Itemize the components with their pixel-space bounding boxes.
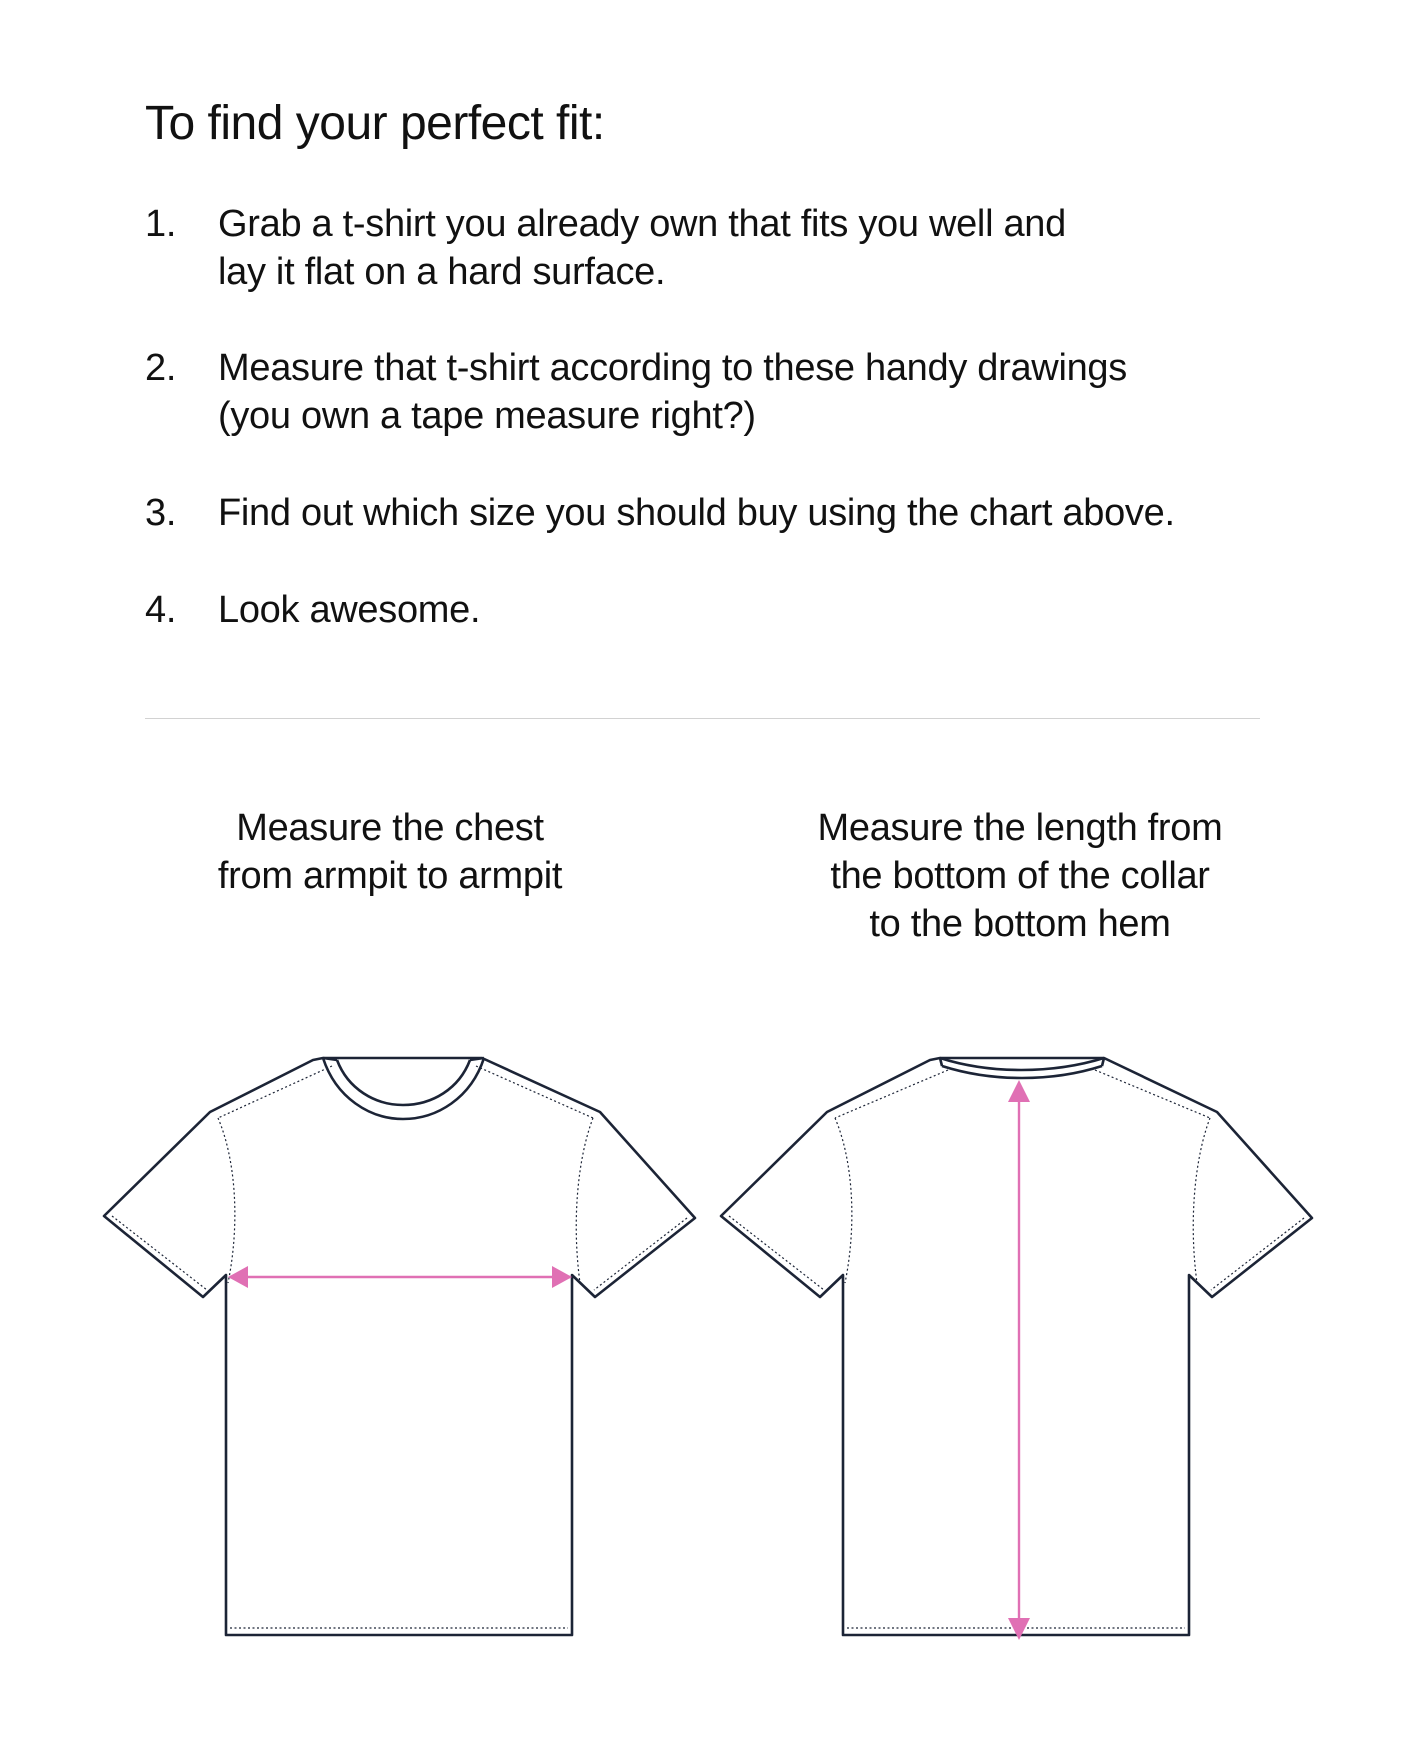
tshirt-front-collar [323, 1058, 484, 1119]
step-line: (you own a tape measure right?) [218, 395, 756, 437]
step-text [218, 586, 1318, 634]
step-number: 2. [145, 347, 177, 389]
tshirt-front-icon [90, 1000, 710, 1650]
step-line: lay it flat on a hard surface. [218, 251, 666, 293]
step-number: 1. [145, 203, 177, 245]
step-line: Look awesome. [218, 589, 481, 631]
caption-line: Measure the length from [817, 807, 1223, 849]
tshirt-front-outline [104, 1058, 695, 1635]
section-divider [145, 718, 1260, 719]
step-text [218, 200, 1318, 296]
caption-line: to the bottom hem [869, 903, 1171, 945]
step-text [218, 344, 1318, 440]
step-line: Find out which size you should buy using the chart above. [218, 492, 1175, 534]
length-arrow [1008, 1080, 1030, 1640]
tshirt-front-stitching [112, 1066, 687, 1628]
arrow-head-top [1008, 1080, 1030, 1102]
arrow-head-bottom [1008, 1618, 1030, 1640]
step-line: Measure that t-shirt according to these handy drawings [218, 347, 1127, 389]
arrow-head-right [552, 1266, 572, 1288]
step-line: Grab a t-shirt you already own that fits you well and [218, 203, 1066, 245]
length-caption [770, 804, 1270, 948]
tshirt-back-icon [702, 1000, 1322, 1650]
caption-line: Measure the chest [236, 807, 544, 849]
chest-caption [140, 804, 640, 900]
chest-arrow [228, 1266, 572, 1288]
step-text [218, 489, 1318, 537]
caption-line: the bottom of the collar [830, 855, 1210, 897]
step-number: 3. [145, 492, 177, 534]
caption-line: from armpit to armpit [217, 855, 563, 897]
tshirt-back-outline [721, 1058, 1312, 1635]
step-number: 4. [145, 589, 177, 631]
tshirt-back-stitching [729, 1070, 1304, 1628]
tshirt-back-collar [940, 1058, 1104, 1078]
page-title: To find your perfect fit: [145, 97, 605, 150]
